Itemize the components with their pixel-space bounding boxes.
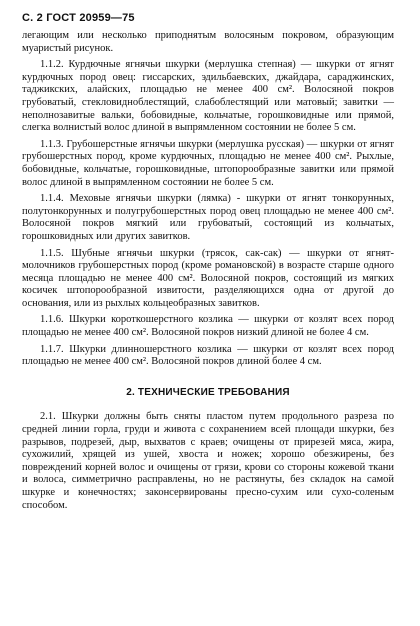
paragraph-1-1-6: 1.1.6. Шкурки короткошерстного козлика — шкурки от козлят всех пород площадью не менее 400 см². Волосяной покров низкий длиной не более 4 см. bbox=[22, 314, 394, 339]
paragraph-1-1-4: 1.1.4. Меховые ягнячьи шкурки (лямка) - шкурки от ягнят тонкорунных, полутонкорунных и полугрубошерстных пород овец площадью не менее 400 см². Волосяной покров мягкий или грубоватый, состоящий из кольчатых, горошковидных или других завитков. bbox=[22, 193, 394, 242]
paragraph-1-1-3: 1.1.3. Грубошерстные ягнячьи шкурки (мерлушка русская) — шкурки от ягнят грубошерстных пород, кроме курдючных, площадью не менее 400 см². Рыхлые, бобовидные, кольчатые, горошковидные, штопорообразные завитки или прямой волос длиной в выпрямленном состоянии не более 5 см. bbox=[22, 138, 394, 188]
paragraph-1-1-5: 1.1.5. Шубные ягнячьи шкурки (трясок, сак-сак) — шкурки от ягнят-молочников грубошерстных пород (кроме романовской) в возрасте старше одного месяца площадью не менее 400 см². Волосяной покров, состоящий из мягких косичек штопорообразной извитости, разделяющихся одна от другой до основания, или из рыхлых кольцеобразных завитков. bbox=[22, 247, 394, 309]
paragraph-continuation: легающим или несколько приподнятым волосяным покровом, образующим муаристый рисунок. bbox=[22, 30, 394, 54]
paragraph-1-1-2: 1.1.2. Курдючные ягнячьи шкурки (мерлушка степная) — шкурки от ягнят курдючных пород овец: гиссарских, эдильбаевских, джайдара, сараджинских, таджикских, алайских, площадью не менее 400 см². Волосяной покров грубоватый, стекловидноблестящий, слабоблестящий или матовый; завитки — неполнозавитые вальки, бобовидные, кольчатые, горошковидные или прямой, слегка волнистый волос длиной в выпрямленном состоянии не более 5 см. bbox=[22, 59, 394, 134]
section-title: 2. ТЕХНИЧЕСКИЕ ТРЕБОВАНИЯ bbox=[126, 386, 290, 398]
body-text bbox=[22, 30, 394, 516]
paragraph-1-1-7: 1.1.7. Шкурки длинношерстного козлика — шкурки от козлят всех пород площадью не менее 400 см². Волосяной покров длиной более 4 см. bbox=[22, 343, 394, 368]
running-head: С. 2 ГОСТ 20959—75 bbox=[22, 12, 135, 24]
paragraph-2-1: 2.1. Шкурки должны быть сняты пластом путем продольного разреза по средней линии горла, груди и живота с сохранением всей площади шкурки, без разрывов, подрезей, дыр, выхватов с краев; очищены от прирезей мяса, жира, сухожилий, хрящей из ушей, хвоста и ножек; хорошо обезжирены, без повреждений корней волос и очищены от грязи, крови со стороны кожевой ткани и волоса, симметрично расправлены, но не растянуты, без складок на самой шкурке и конечностях; законсервированы пресно-сухим или сухо-соленым способом. bbox=[22, 411, 394, 511]
